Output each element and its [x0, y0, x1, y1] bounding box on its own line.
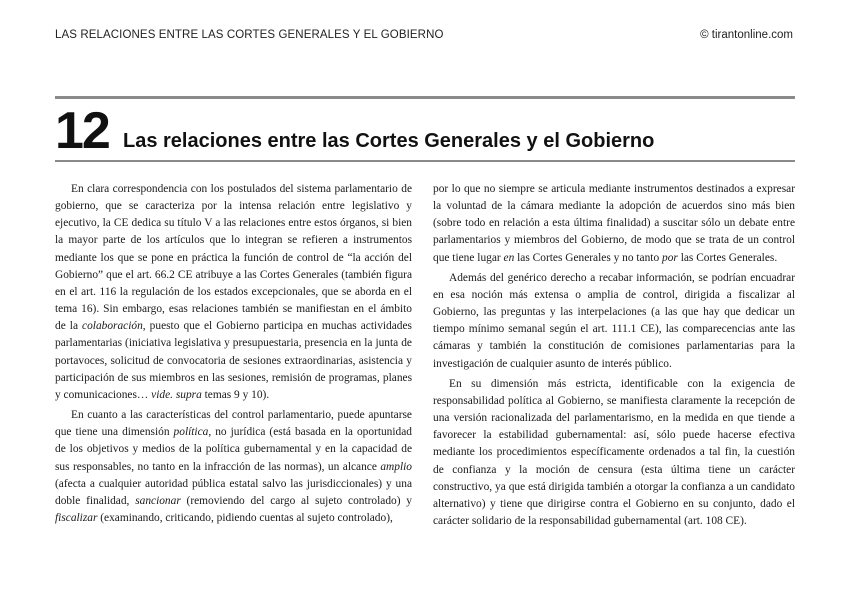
- paragraph: En clara correspondencia con los postulados del sistema parlamentario de gobierno, que se caracteriza por la intensa relación entre legislativo y ejecutivo, la CE dedica su título V a las relaciones entre estos órganos, si bien la mayor parte de los artículos que lo integran se refieren a instrumentos mediante los que se pone en práctica la función de control de “la acción del Gobierno” que el art. 66.2 CE atribuye a las Cortes Generales (también figura en el art. 116 la regulación de los estados excepcionales, que se aborda en el tema 16). Sin embargo, esas relaciones también se manifiestan en el ámbito de la colaboración, puesto que el Gobierno participa en muchas actividades parlamentarias (iniciativa legislativa y presupuestaria, presencia en la junta de portavoces, solicitud de convocatoria de sesiones extraordinarias, asistencia y participación de sus miembros en las sesiones, remisión de programas, planes y comunicaciones… vide. supra temas 9 y 10).: [55, 183, 412, 401]
- chapter-heading: [55, 103, 795, 159]
- right-column: [433, 181, 795, 533]
- running-header: [55, 29, 793, 45]
- chapter-number: 12: [55, 102, 109, 160]
- top-divider: [55, 96, 795, 99]
- chapter-title: Las relaciones entre las Cortes Generales y el Gobierno: [123, 130, 655, 152]
- paragraph: Además del genérico derecho a recabar información, se podrían encuadrar en esa noción más extensa o amplia de control, dirigida a fiscalizar al Gobierno, las preguntas y las interpelaciones (a las que hay que dedicar un tiempo mínimo semanal según el art. 111.1 CE), las comparecencias ante las cámaras y también la constitución de comisiones parlamentarias para la investigación de cualquier asunto de interés público.: [433, 271, 795, 370]
- paragraph: En su dimensión más estricta, identificable con la exigencia de responsabilidad política al Gobierno, se manifiesta claramente la recepción de una versión racionalizada del parlamentarismo, en la medida en que tiende a favorecer la estabilidad gubernamental: así, sólo puede hacerse efectiva mediante los procedimientos específicamente ordenados a tal fin, la cuestión de confianza y la moción de censura (esta última tiene un carácter constructivo, ya que está dirigida también a otorgar la confianza a un candidato alternativo) y tiene que dirigirse contra el Gobierno en su conjunto, dado el carácter solidario de la responsabilidad gubernamental (art. 108 CE).: [433, 377, 795, 527]
- site-credit[interactable]: © tirantonline.com: [700, 29, 793, 41]
- bottom-divider: [55, 160, 795, 162]
- left-column: [55, 181, 412, 530]
- running-title: LAS RELACIONES ENTRE LAS CORTES GENERALES Y EL GOBIERNO: [55, 29, 444, 41]
- paragraph: En cuanto a las características del control parlamentario, puede apuntarse que tiene una dimensión política, no jurídica (está basada en la oportunidad de los objetivos y medios de la política gubernamental y en la capacidad de sus responsables, no tanto en la infracción de las normas), un alcance amplio (afecta a cualquier autoridad pública estatal salvo las jurisdiccionales) y una doble finalidad, sancionar (removiendo del cargo al sujeto controlado) y fiscalizar (examinando, criticando, pidiendo cuentas al sujeto controlado),: [55, 409, 412, 524]
- paragraph: por lo que no siempre se articula mediante instrumentos destinados a expresar la voluntad de la cámara mediante la adopción de acuerdos sino más bien (sobre todo en relación a esta última finalidad) a suscitar sólo un debate entre parlamentarios y miembros del Gobierno, de modo que se trata de un control que tiene lugar en las Cortes Generales y no tanto por las Cortes Generales.: [433, 183, 795, 264]
